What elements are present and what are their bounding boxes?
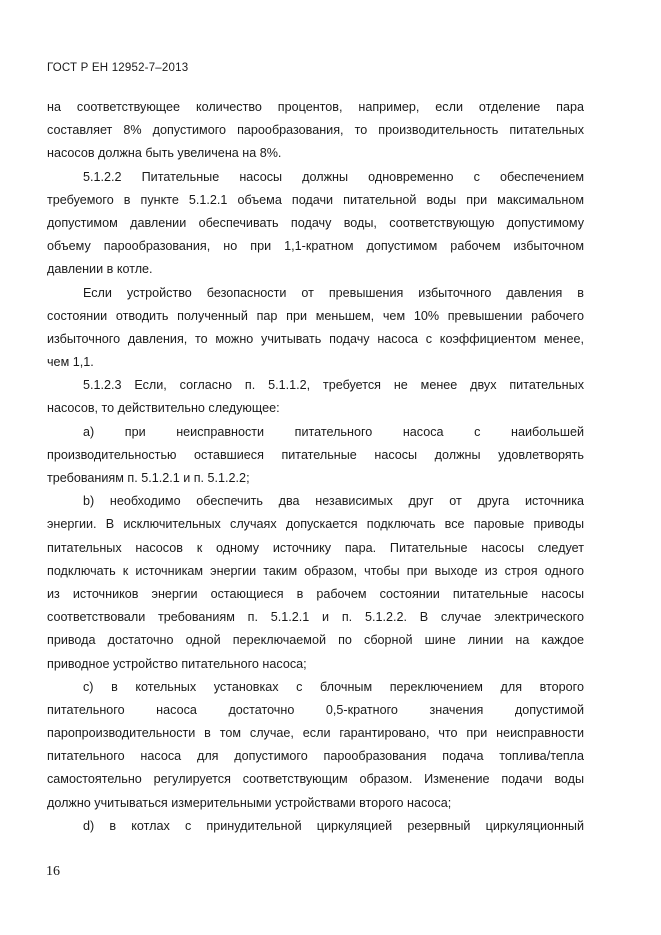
text-line: соответствовали требованиям п. 5.1.2.1 и п. 5.1.2.2. В случае электрического xyxy=(47,610,584,625)
text-line: d) в котлах с принудительной циркуляцией резервный циркуляционный xyxy=(83,818,584,833)
text-line: состоянии отводить полученный пар при меньшем, чем 10% превышении рабочего xyxy=(47,308,584,323)
text-line: Если устройство безопасности от превышения избыточного давления в xyxy=(83,285,584,300)
text-line: 5.1.2.2 Питательные насосы должны одновременно с обеспечением xyxy=(83,169,584,184)
text-line: на соответствующее количество процентов, например, если отделение пара xyxy=(47,100,584,114)
text-line: самостоятельно регулируется соответствующим образом. Изменение подачи воды xyxy=(47,772,584,787)
page-number: 16 xyxy=(46,864,60,879)
text-line: избыточного давления, то можно учитывать подачу насоса с коэффициентом менее, xyxy=(47,331,584,346)
text-line: требованиям п. 5.1.2.1 и п. 5.1.2.2; xyxy=(47,471,250,485)
document-header: ГОСТ Р ЕН 12952-7–2013 xyxy=(47,62,189,74)
text-line: объему парообразования, но при 1,1-кратном допустимом рабочем избыточном xyxy=(47,239,584,254)
text-line: допустимом давлении обеспечивать подачу воды, соответствующую допустимому xyxy=(47,215,584,230)
text-line: должно учитываться измерительными устройствами второго насоса; xyxy=(47,795,452,810)
text-line: a) при неисправности питательного насоса с наибольшей xyxy=(83,424,584,439)
text-line: насосов должна быть увеличена на 8%. xyxy=(47,146,282,161)
text-line: чем 1,1. xyxy=(47,355,94,370)
text-line: энергии. В исключительных случаях допускается подключать все паровые приводы xyxy=(47,517,584,532)
text-line: давлении в котле. xyxy=(47,262,153,277)
text-line: приводное устройство питательного насоса; xyxy=(47,656,307,671)
document-body xyxy=(47,96,584,838)
text-line: производительностью оставшиеся питательные насосы должны удовлетворять xyxy=(47,447,584,462)
text-line: питательных насосов к одному источнику пара. Питательные насосы следует xyxy=(47,540,584,555)
text-line: питательного насоса достаточно 0,5-кратного значения допустимой xyxy=(47,702,584,717)
text-line: из источников энергии остающиеся в рабочем состоянии питательные насосы xyxy=(47,586,584,601)
text-line: питательного насоса для допустимого парообразования подача топлива/тепла xyxy=(47,749,584,764)
text-line: 5.1.2.3 Если, согласно п. 5.1.1.2, требуется не менее двух питательных xyxy=(83,378,584,393)
text-line: требуемого в пункте 5.1.2.1 объема подачи питательной воды при максимальном xyxy=(47,192,584,207)
text-line: составляет 8% допустимого парообразования, то производительность питательных xyxy=(47,123,584,138)
text-line: b) необходимо обеспечить два независимых друг от друга источника xyxy=(83,494,584,509)
text-line: паропроизводительности в том случае, если гарантировано, что при неисправности xyxy=(47,726,584,741)
text-line: привода достаточно одной переключаемой по сборной шине линии на каждое xyxy=(47,633,584,648)
text-line: c) в котельных установках с блочным переключением для второго xyxy=(83,679,584,694)
text-line: подключать к источникам энергии таким образом, чтобы при выходе из строя одного xyxy=(47,563,584,578)
text-line: насосов, то действительно следующее: xyxy=(47,401,280,416)
